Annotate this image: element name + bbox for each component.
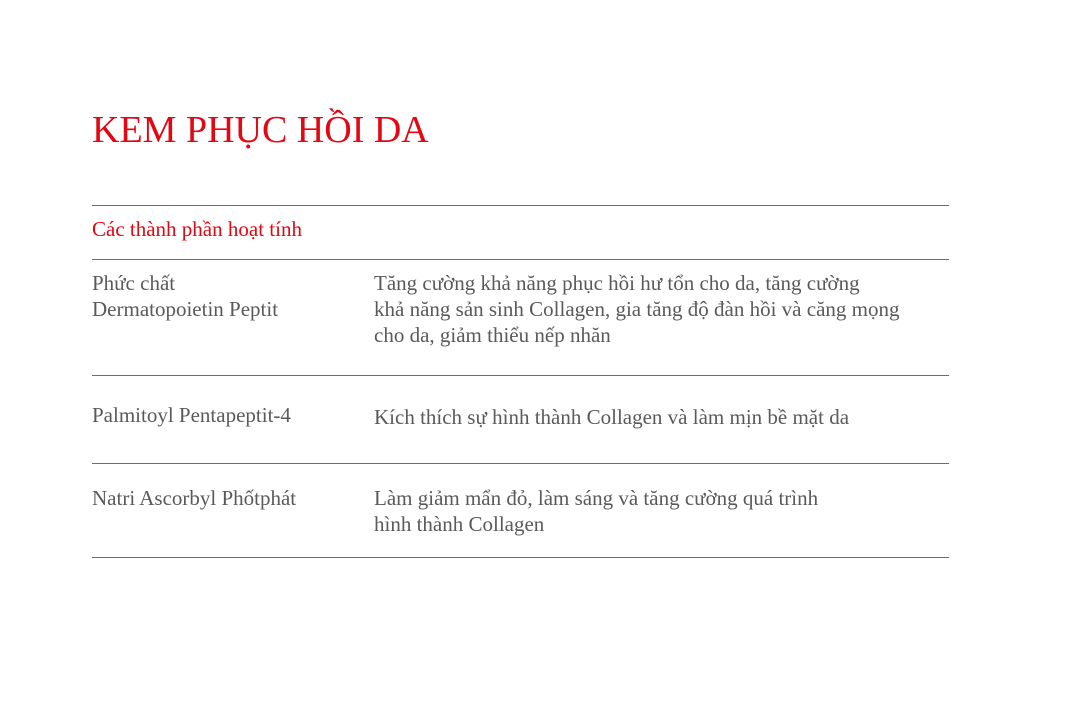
page-title: KEM PHỤC HỒI DA	[92, 109, 429, 151]
divider-heading	[92, 259, 949, 260]
ingredient-description-1: Tăng cường khả năng phục hồi hư tổn cho da, tăng cường khả năng sản sinh Collagen, gia tăng độ đàn hồi và căng mọng cho da, giảm thiểu nếp nhăn	[374, 271, 900, 347]
divider-row-2	[92, 463, 949, 464]
ingredient-description-2: Kích thích sự hình thành Collagen và làm mịn bề mặt da	[374, 405, 850, 429]
ingredient-name-3: Natri Ascorbyl Phốtphát	[92, 486, 297, 510]
divider-top	[92, 205, 949, 206]
divider-bottom	[92, 557, 949, 558]
ingredient-name-2: Palmitoyl Pentapeptit-4	[92, 403, 291, 427]
section-heading: Các thành phần hoạt tính	[92, 217, 302, 241]
ingredient-description-3: Làm giảm mẩn đỏ, làm sáng và tăng cường quá trình hình thành Collagen	[374, 486, 819, 536]
ingredient-name-1: Phức chất Dermatopoietin Peptit	[92, 271, 279, 321]
divider-row-1	[92, 375, 949, 376]
